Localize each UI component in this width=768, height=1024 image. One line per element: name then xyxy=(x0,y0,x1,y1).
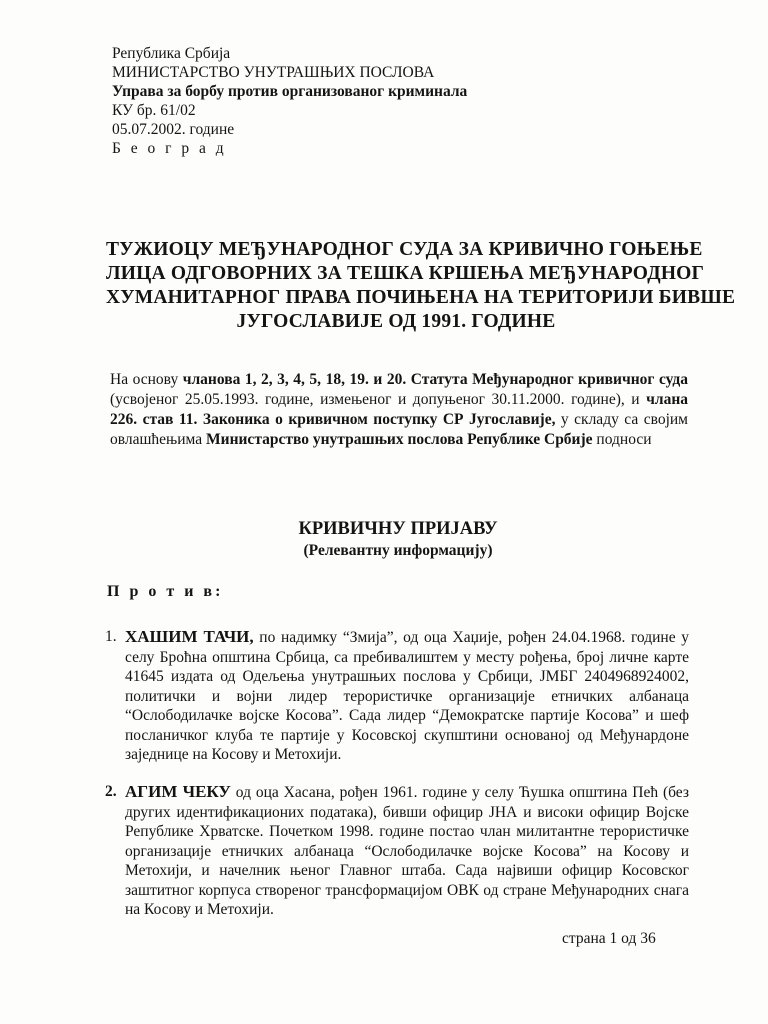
list-item-text: по надимку “Змија”, од оца Хаџије, рођен 24.04.1968. године у селу Броћна општина Србица, са пребивалиштем у месту рођења, број личне карте 41645 издата од Одељења унутрашњих послова у Србици, ЈМБГ 2404968924002, политички и војни лидер терористичке организације етничких албанаца “Ослободилачке војске Косова”. Сада лидер “Демократске партије Косова” и шеф посланичког клуба те партије у Косовској скупштини основаној од Међунардоне заједнице на Косову и Метохији. xyxy=(125,629,689,763)
recipient-line: ЈУГОСЛАВИЈЕ ОД 1991. ГОДИНЕ xyxy=(236,311,556,332)
header-ministry: МИНИСТАРСТВО УНУТРАШЊИХ ПОСЛОВА xyxy=(112,64,435,81)
list-item-text: од оца Хасана, рођен 1961. године у селу Ћушка општина Пећ (без других идентификационих података), бивши официр ЈНА и високи официр Војске Републике Хрватске. Почетком 1998. године постао члан милитантне терористичке организације етничких албанаца “Ослободилачке војске Косова” на Косову и Метохији, и начелник њеног Главног штаба. Сада највиши официр Косовског заштитног корпуса створеног трансформацијом ОВК од стране Међународних снага на Косову и Метохији. xyxy=(125,784,690,918)
list-item-body xyxy=(125,782,689,920)
list-item xyxy=(105,782,689,920)
recipient-line: ТУЖИОЦУ МЕЂУНАРОДНОГ СУДА ЗА КРИВИЧНО ГОЊЕЊЕ xyxy=(106,239,703,260)
intro-text: На основу xyxy=(110,371,183,388)
recipient-line: ХУМАНИТАРНОГ ПРАВА ПОЧИЊЕНА НА ТЕРИТОРИЈИ БИВШЕ xyxy=(106,287,736,308)
recipient-line: ЛИЦА ОДГОВОРНИХ ЗА ТЕШКА КРШЕЊА МЕЂУНАРОДНОГ xyxy=(106,263,705,284)
header-reference-number: КУ бр. 61/02 xyxy=(112,102,196,119)
header-department: Управа за борбу против организованог криминала xyxy=(112,83,468,100)
page-number: страна 1 од 36 xyxy=(562,930,656,947)
document-title-main: КРИВИЧНУ ПРИЈАВУ xyxy=(298,519,498,539)
list-item-number: 2. xyxy=(105,783,117,800)
header-city: Б е о г р а д xyxy=(112,140,227,157)
header-date: 05.07.2002. године xyxy=(112,121,235,138)
intro-text: (усвојеног 25.05.1993. године, измењеног и допуњеног 30.11.2000. године), и xyxy=(110,391,647,408)
document-title xyxy=(110,517,686,561)
list-item-number: 1. xyxy=(105,628,117,645)
document-header xyxy=(112,44,467,158)
document-title-sub: (Релевантну информацију) xyxy=(303,542,493,559)
list-item-name: АГИМ ЧЕКУ xyxy=(125,782,231,801)
intro-text: подноси xyxy=(592,431,652,448)
intro-paragraph xyxy=(110,370,688,450)
list-item-body xyxy=(125,627,689,765)
intro-text: у складу са својим овлашћењима xyxy=(110,411,688,448)
list-item xyxy=(105,627,689,765)
header-country: Република Србија xyxy=(112,45,231,62)
against-label: П р о т и в: xyxy=(107,583,224,600)
intro-ministry: Министарство унутрашњих послова Републике Србије xyxy=(206,431,593,448)
intro-statute-articles: чланова 1, 2, 3, 4, 5, 18, 19. и 20. Статута Међународног кривичног суда xyxy=(182,371,688,388)
list-item-name: ХАШИМ ТАЧИ, xyxy=(125,627,254,646)
recipient-heading xyxy=(106,238,736,334)
intro-code-article: члана 226. став 11. Законика о кривичном поступку СР Југославије, xyxy=(110,391,688,428)
